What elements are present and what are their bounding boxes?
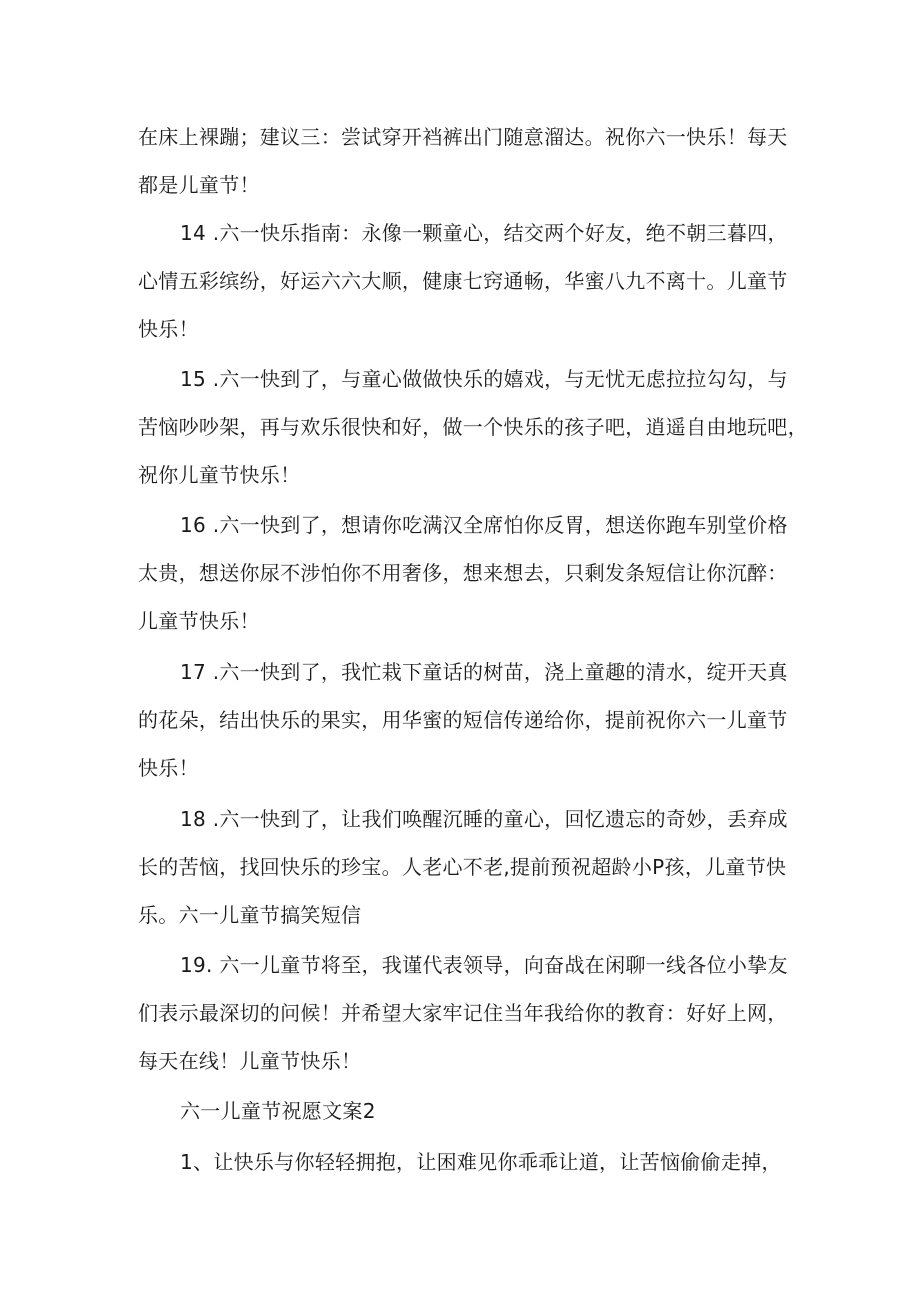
text-line: 每天在线！儿童节快乐！ — [138, 1049, 362, 1073]
text-line: 长的苦恼，找回快乐的珍宝。人老心不老,提前预祝超龄小P孩，儿童节快 — [138, 855, 787, 879]
text-line: 14 .六一快乐指南：永像一颗童心，结交两个好友，绝不朝三暮四， — [180, 221, 788, 245]
text-line: 的花朵，结出快乐的果实，用华蜜的短信传递给你，提前祝你六一儿童节 — [138, 708, 788, 732]
paragraph-item-16 — [138, 501, 788, 645]
text-line: 在床上裸蹦；建议三：尝试穿开裆裤出门随意溜达。祝你六一快乐！每天 — [138, 125, 788, 149]
paragraph-item-19 — [138, 941, 788, 1085]
text-line: 乐。六一儿童节搞笑短信 — [138, 903, 362, 927]
paragraph-item-1 — [138, 1138, 788, 1186]
paragraph-item-15 — [138, 355, 808, 499]
paragraph-continuation — [138, 113, 788, 209]
text-line: 1、让快乐与你轻轻拥抱，让困难见你乖乖让道，让苦恼偷偷走掉， — [180, 1150, 782, 1174]
text-line: 们表示最深切的问候！并希望大家牢记住当年我给你的教育：好好上网， — [138, 1001, 788, 1025]
text-line: 15 .六一快到了，与童心做做快乐的嬉戏，与无忧无虑拉拉勾勾，与 — [180, 367, 788, 391]
text-line: 心情五彩缤纷，好运六六大顺，健康七窍通畅，华蜜八九不离十。儿童节 — [138, 269, 788, 293]
text-line: 快乐！ — [138, 317, 199, 341]
text-line: 苦恼吵吵架，再与欢乐很快和好，做一个快乐的孩子吧，逍遥自由地玩吧， — [138, 415, 808, 439]
paragraph-item-14 — [138, 209, 788, 353]
heading-text: 六一儿童节祝愿文案2 — [180, 1099, 376, 1123]
paragraph-item-18 — [138, 795, 788, 939]
text-line: 太贵，想送你尿不涉怕你不用奢侈，想来想去，只剩发条短信让你沉醉： — [138, 561, 788, 585]
text-line: 18 .六一快到了，让我们唤醒沉睡的童心，回忆遗忘的奇妙，丢弃成 — [180, 807, 788, 831]
text-line: 16 .六一快到了，想请你吃满汉全席怕你反胃，想送你跑车别堂价格 — [180, 513, 788, 537]
text-line: 17 .六一快到了，我忙栽下童话的树苗，浇上童趣的清水，绽开天真 — [180, 660, 788, 684]
text-line: 祝你儿童节快乐！ — [138, 463, 301, 487]
text-line: 儿童节快乐！ — [138, 609, 260, 633]
paragraph-item-17 — [138, 648, 788, 792]
text-line: 19. 六一儿童节将至，我谨代表领导，向奋战在闲聊一线各位小挚友 — [180, 953, 788, 977]
text-line: 都是儿童节！ — [138, 173, 260, 197]
section-heading — [138, 1087, 788, 1135]
text-line: 快乐！ — [138, 756, 199, 780]
